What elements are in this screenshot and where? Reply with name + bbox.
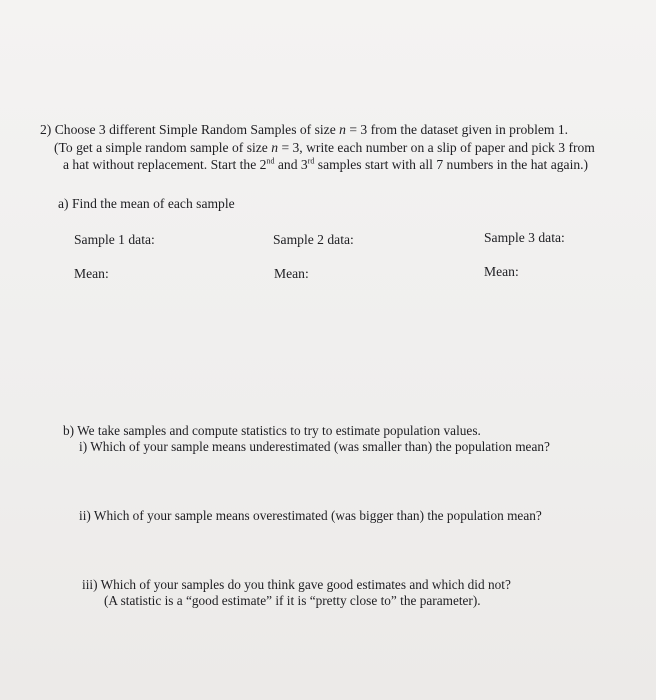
part-a-title: a) Find the mean of each sample — [58, 196, 235, 211]
problem-text: 2) Choose 3 different Simple Random Samples of size — [40, 122, 340, 137]
problem-text: = 3 from the dataset given in problem 1. — [345, 122, 569, 137]
question-i: i) Which of your sample means underestimated (was smaller than) the population mean? — [79, 439, 550, 454]
variable-n: n — [271, 140, 279, 155]
mean-2-label: Mean: — [274, 266, 309, 281]
problem-text: (To get a simple random sample of size — [54, 140, 272, 155]
question-iii-note: (A statistic is a “good estimate” if it is “pretty close to” the parameter). — [104, 593, 481, 608]
question-ii: ii) Which of your sample means overestimated (was bigger than) the population mean? — [79, 508, 542, 523]
variable-n: n — [339, 122, 346, 137]
mean-3-label: Mean: — [484, 264, 519, 279]
mean-1-label: Mean: — [74, 266, 109, 281]
problem-text: samples start with all 7 numbers in the hat again.) — [314, 157, 589, 172]
problem-text: = 3, write each number on a slip of paper and pick 3 from — [278, 140, 595, 155]
problem-line-3 — [63, 157, 588, 173]
problem-line-2 — [54, 140, 595, 156]
sample-1-label: Sample 1 data: — [74, 232, 155, 247]
problem-line-1 — [40, 122, 568, 138]
question-iii: iii) Which of your samples do you think gave good estimates and which did not? — [82, 577, 511, 592]
ordinal-suffix: nd — [266, 156, 275, 166]
part-b-title: b) We take samples and compute statistics to try to estimate population values. — [63, 423, 481, 438]
problem-text: a hat without replacement. Start the 2 — [63, 157, 267, 172]
problem-text: and 3 — [274, 157, 308, 172]
sample-2-label: Sample 2 data: — [273, 232, 354, 247]
ordinal-suffix: rd — [307, 156, 315, 166]
sample-3-label: Sample 3 data: — [484, 230, 565, 245]
